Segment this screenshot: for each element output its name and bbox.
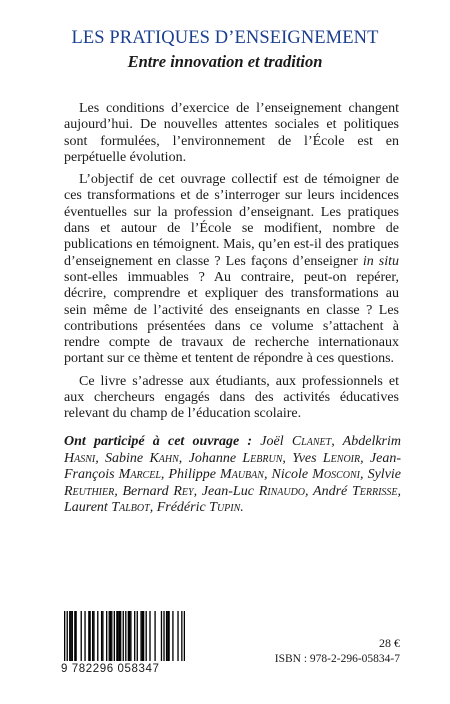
barcode-bar — [109, 611, 110, 661]
barcode-bar — [143, 611, 144, 661]
barcode-bar — [134, 611, 135, 661]
barcode-bar — [177, 611, 178, 661]
book-title: LES PRATIQUES D’ENSEIGNEMENT — [71, 28, 379, 48]
contributor-surname: Reuthier — [64, 483, 115, 499]
contributor-surname: Terrisse — [351, 483, 398, 499]
summary-paragraph-2 — [64, 172, 399, 368]
contributor-name: Johanne Lebrun — [188, 450, 283, 466]
contributor-name: André Terrisse — [313, 483, 398, 499]
barcode-bar — [140, 611, 141, 661]
contributor-surname: Lenoir — [322, 450, 361, 466]
barcode-bar — [69, 611, 70, 661]
barcode-bar — [110, 611, 111, 661]
contributor-surname: Clanet — [291, 434, 332, 449]
summary-paragraph-3: Ce livre s’adresse aux étudiants, aux professionnels et aux chercheurs engagés dans des activités éducatives relevant du champ de l’éducation scolaire. — [64, 373, 399, 422]
contributor-name: Jean-François Marcel — [64, 450, 402, 482]
barcode-graphic — [64, 611, 185, 661]
summary-paragraph-2-part-b: sont-elles immuables ? Au contraire, peut-on repérer, décrire, comprendre et expliquer des transformations au sein même de l’activité des enseignants en classe ? Les contributions présentées dans ce volume s’attachent à rendre compte de travaux de recherche internationaux portant sur ce thème et tentent de répondre à ces questions. — [64, 269, 399, 367]
contributor-surname: Kahn — [149, 450, 179, 466]
contributor-surname: Talbot — [111, 500, 150, 515]
barcode-bar — [114, 611, 115, 661]
contributor-name: Jean-Luc Rinaudo — [201, 483, 306, 499]
contributor-name: Sylvie Reuthier — [64, 467, 402, 499]
barcode-bar — [119, 611, 120, 661]
contributor-surname: Tupin — [209, 500, 241, 515]
barcode-bar — [81, 611, 82, 661]
barcode-bar — [142, 611, 143, 661]
contributors-names: Joël Clanet, Abdelkrim Hasni, Sabine Kahn, Johanne Lebrun, Yves Lenoir, Jean-François Marcel, Philippe Mauban, Nicole Mosconi, Sylvie Reuthier, Bernard Rey, Jean-Luc Rinaudo, André Terrisse, Laurent Talbot, Frédéric Tupin. — [64, 434, 402, 515]
barcode-bar — [168, 611, 169, 661]
contributor-name: Laurent Talbot — [64, 500, 150, 515]
contributor-surname: Rinaudo — [258, 483, 306, 499]
contributors-lead: Ont participé à cet ouvrage : — [64, 434, 253, 449]
barcode — [64, 611, 185, 661]
barcode-bar — [181, 611, 182, 661]
barcode-bar — [163, 611, 164, 661]
barcode-bar — [70, 611, 71, 661]
barcode-bar — [167, 611, 168, 661]
barcode-bar — [166, 611, 167, 661]
contributor-name: Joël Clanet — [260, 434, 332, 449]
summary-text — [64, 101, 399, 429]
barcode-bar — [149, 611, 150, 661]
contributor-name: Abdelkrim Hasni — [64, 434, 401, 466]
barcode-bar — [64, 611, 65, 661]
barcode-bar — [92, 611, 93, 661]
barcode-bar — [146, 611, 147, 661]
barcode-bar — [72, 611, 73, 661]
barcode-bar — [120, 611, 121, 661]
contributor-surname: Mauban — [220, 467, 264, 482]
barcode-bar — [67, 611, 68, 661]
barcode-bar — [84, 611, 85, 661]
contributors-list — [64, 434, 401, 517]
barcode-bar — [129, 611, 130, 661]
contributor-surname: Hasni — [64, 450, 96, 466]
in-situ-emphasis: in situ — [362, 253, 400, 269]
contributor-name: Sabine Kahn — [105, 450, 179, 466]
contributor-surname: Marcel — [118, 467, 161, 482]
barcode-bar — [106, 611, 107, 661]
barcode-bar — [116, 611, 117, 661]
barcode-bar — [89, 611, 90, 661]
barcode-bar — [101, 611, 102, 661]
barcode-bar — [117, 611, 118, 661]
price: 28 € — [379, 636, 400, 650]
summary-paragraph-2-part-a: L’objectif de cet ouvrage collectif est de témoigner de ces transformations et de s’interroger sur leurs incidences éventuelles sur la profession d’enseignant. Les pratiques dans et autour de l’École se modifient, nombre de publications en témoignent. Mais, qu’en est-il des pratiques d’enseignement en classe ? Les façons d’enseigner — [64, 172, 399, 269]
summary-paragraph-1: Les conditions d’exercice de l’enseignement changent aujourd’hui. De nouvelles attentes sociales et politiques sont formulées, l’environnement de l’École est en perpétuelle évolution. — [64, 101, 399, 165]
barcode-bar — [125, 611, 126, 661]
isbn: ISBN : 978-2-296-05834-7 — [274, 653, 400, 665]
contributor-name: Nicole Mosconi — [271, 467, 360, 482]
barcode-bar — [75, 611, 76, 661]
barcode-bar — [102, 611, 103, 661]
book-subtitle: Entre innovation et tradition — [127, 52, 323, 71]
barcode-bar — [184, 611, 185, 661]
barcode-bar — [172, 611, 173, 661]
barcode-bar — [130, 611, 131, 661]
contributor-name: Bernard Rey — [122, 483, 194, 499]
barcode-bar — [111, 611, 112, 661]
contributor-name: Frédéric Tupin — [156, 500, 241, 515]
contributor-name: Philippe Mauban — [168, 467, 264, 482]
contributor-surname: Mosconi — [312, 467, 360, 482]
barcode-bar — [137, 611, 138, 661]
barcode-bar — [154, 611, 155, 661]
barcode-bar — [128, 611, 129, 661]
contributor-surname: Lebrun — [242, 450, 283, 466]
contributor-surname: Rey — [173, 483, 194, 499]
barcode-bar — [93, 611, 94, 661]
barcode-bar — [74, 611, 75, 661]
barcode-bar — [123, 611, 124, 661]
barcode-bar — [88, 611, 89, 661]
barcode-digits: 9 782296 058347 — [61, 663, 160, 675]
contributor-name: Yves Lenoir — [292, 450, 361, 466]
barcode-bar — [97, 611, 98, 661]
barcode-bar — [161, 611, 162, 661]
